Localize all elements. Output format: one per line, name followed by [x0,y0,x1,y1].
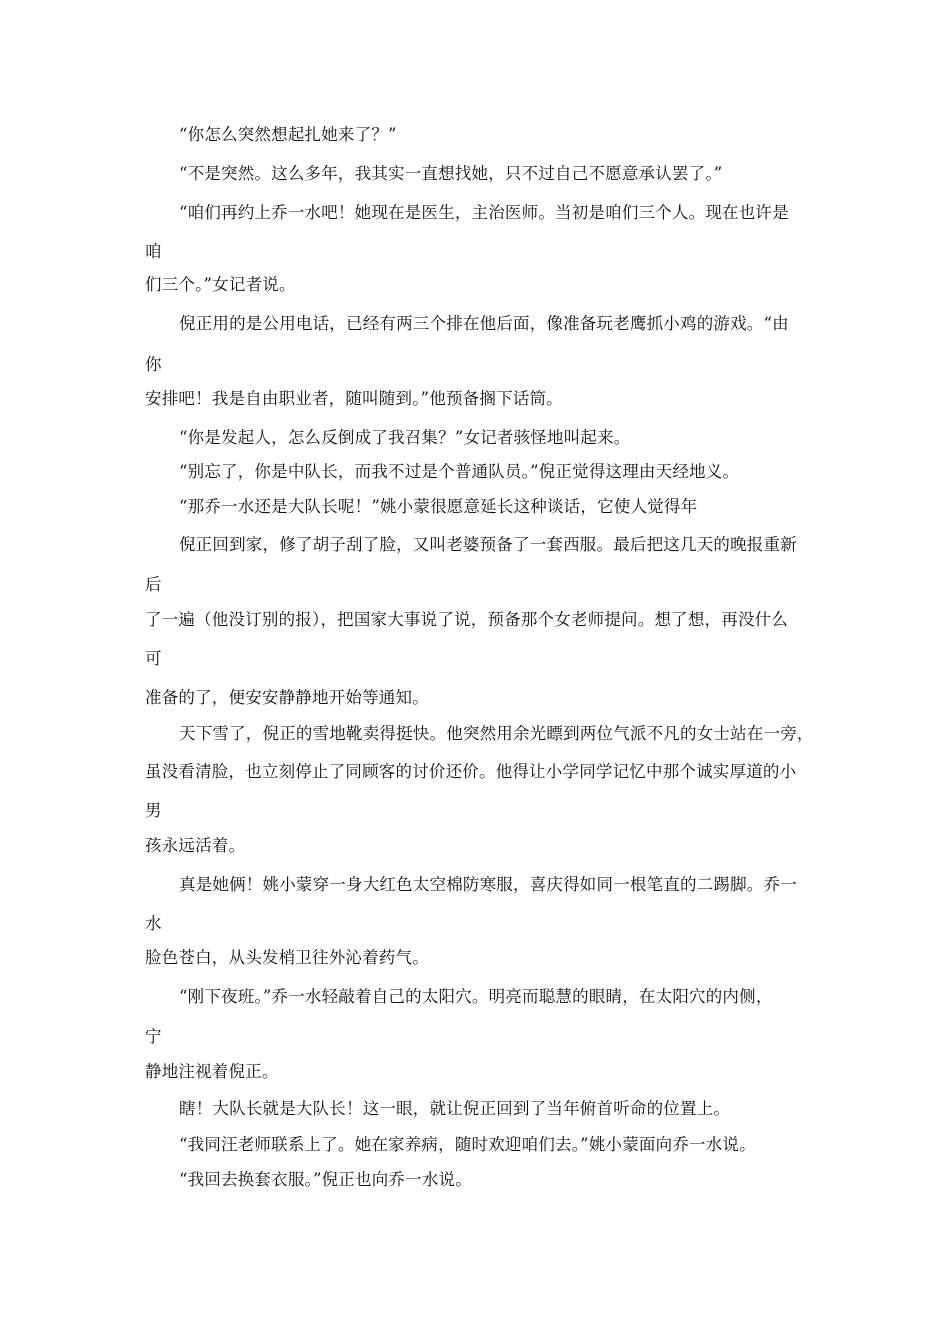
text-line: 真是她俩！姚小蒙穿一身大红色太空棉防寒服，喜庆得如同一根笔直的二踢脚。乔一 [179,875,797,894]
text-line: “咱们再约上乔一水吧！她现在是医生，主治医师。当初是咱们三个人。现在也许是 [179,203,789,222]
text-line: 脸色苍白，从头发梢卫往外沁着药气。 [145,948,429,967]
text-line: 了一遍（他没订别的报），把国家大事说了说，预备那个女老师提问。想了想，再没什么 [145,610,789,629]
text-line: 男 [145,801,162,820]
text-line: 你 [145,355,162,374]
text-line: 倪正回到家，修了胡子刮了脸，又叫老婆预备了一套西服。最后把这几天的晚报重新 [179,535,797,554]
text-line: 静地注视着倪正。 [145,1062,279,1081]
text-line: “别忘了，你是中队长，而我不过是个普通队员。”倪正觉得这理由天经地义。 [179,462,740,481]
text-line: 准备的了，便安安静静地开始等通知。 [145,688,429,707]
text-line: 可 [145,649,162,668]
text-line: 后 [145,575,162,594]
text-line: “我同汪老师联系上了。她在家养病，随时欢迎咱们去。”姚小蒙面向乔一水说。 [179,1135,756,1154]
text-line: 天下雪了，倪正的雪地靴卖得挺快。他突然用余光瞟到两位气派不凡的女士站在一旁， [179,724,814,743]
text-line: “刚下夜班。”乔一水轻敲着自己的太阳穴。明亮而聪慧的眼睛，在太阳穴的内侧， [179,987,773,1006]
text-line: 倪正用的是公用电话，已经有两三个排在他后面，像准备玩老鹰抓小鸡的游戏。“由 [179,314,789,333]
text-line: “你是发起人，怎么反倒成了我召集？”女记者骇怪地叫起来。 [179,428,631,447]
text-line: 们三个。”女记者说。 [145,275,296,294]
text-line: 孩永远活着。 [145,836,246,855]
text-line: “你怎么突然想起扎她来了？” [179,125,397,144]
text-line: 宁 [145,1027,162,1046]
text-line: 瞎！大队长就是大队长！这一眼，就让倪正回到了当年俯首听命的位置上。 [179,1099,731,1118]
text-line: 安排吧！我是自由职业者，随叫随到。”他预备搁下话筒。 [145,389,563,408]
text-line: “我回去换套衣服。”倪正也向乔一水说。 [179,1170,472,1189]
text-line: 咱 [145,242,162,261]
text-line: 水 [145,914,162,933]
text-line: 虽没看清脸，也立刻停止了同顾客的讨价还价。他得让小学同学记忆中那个诚实厚道的小 [145,762,797,781]
text-line: “那乔一水还是大队长呢！”姚小蒙很愿意延长这种谈话，它使人觉得年 [179,497,698,516]
text-line: “不是突然。这么多年，我其实一直想找她，只不过自己不愿意承认罢了。” [179,164,723,183]
